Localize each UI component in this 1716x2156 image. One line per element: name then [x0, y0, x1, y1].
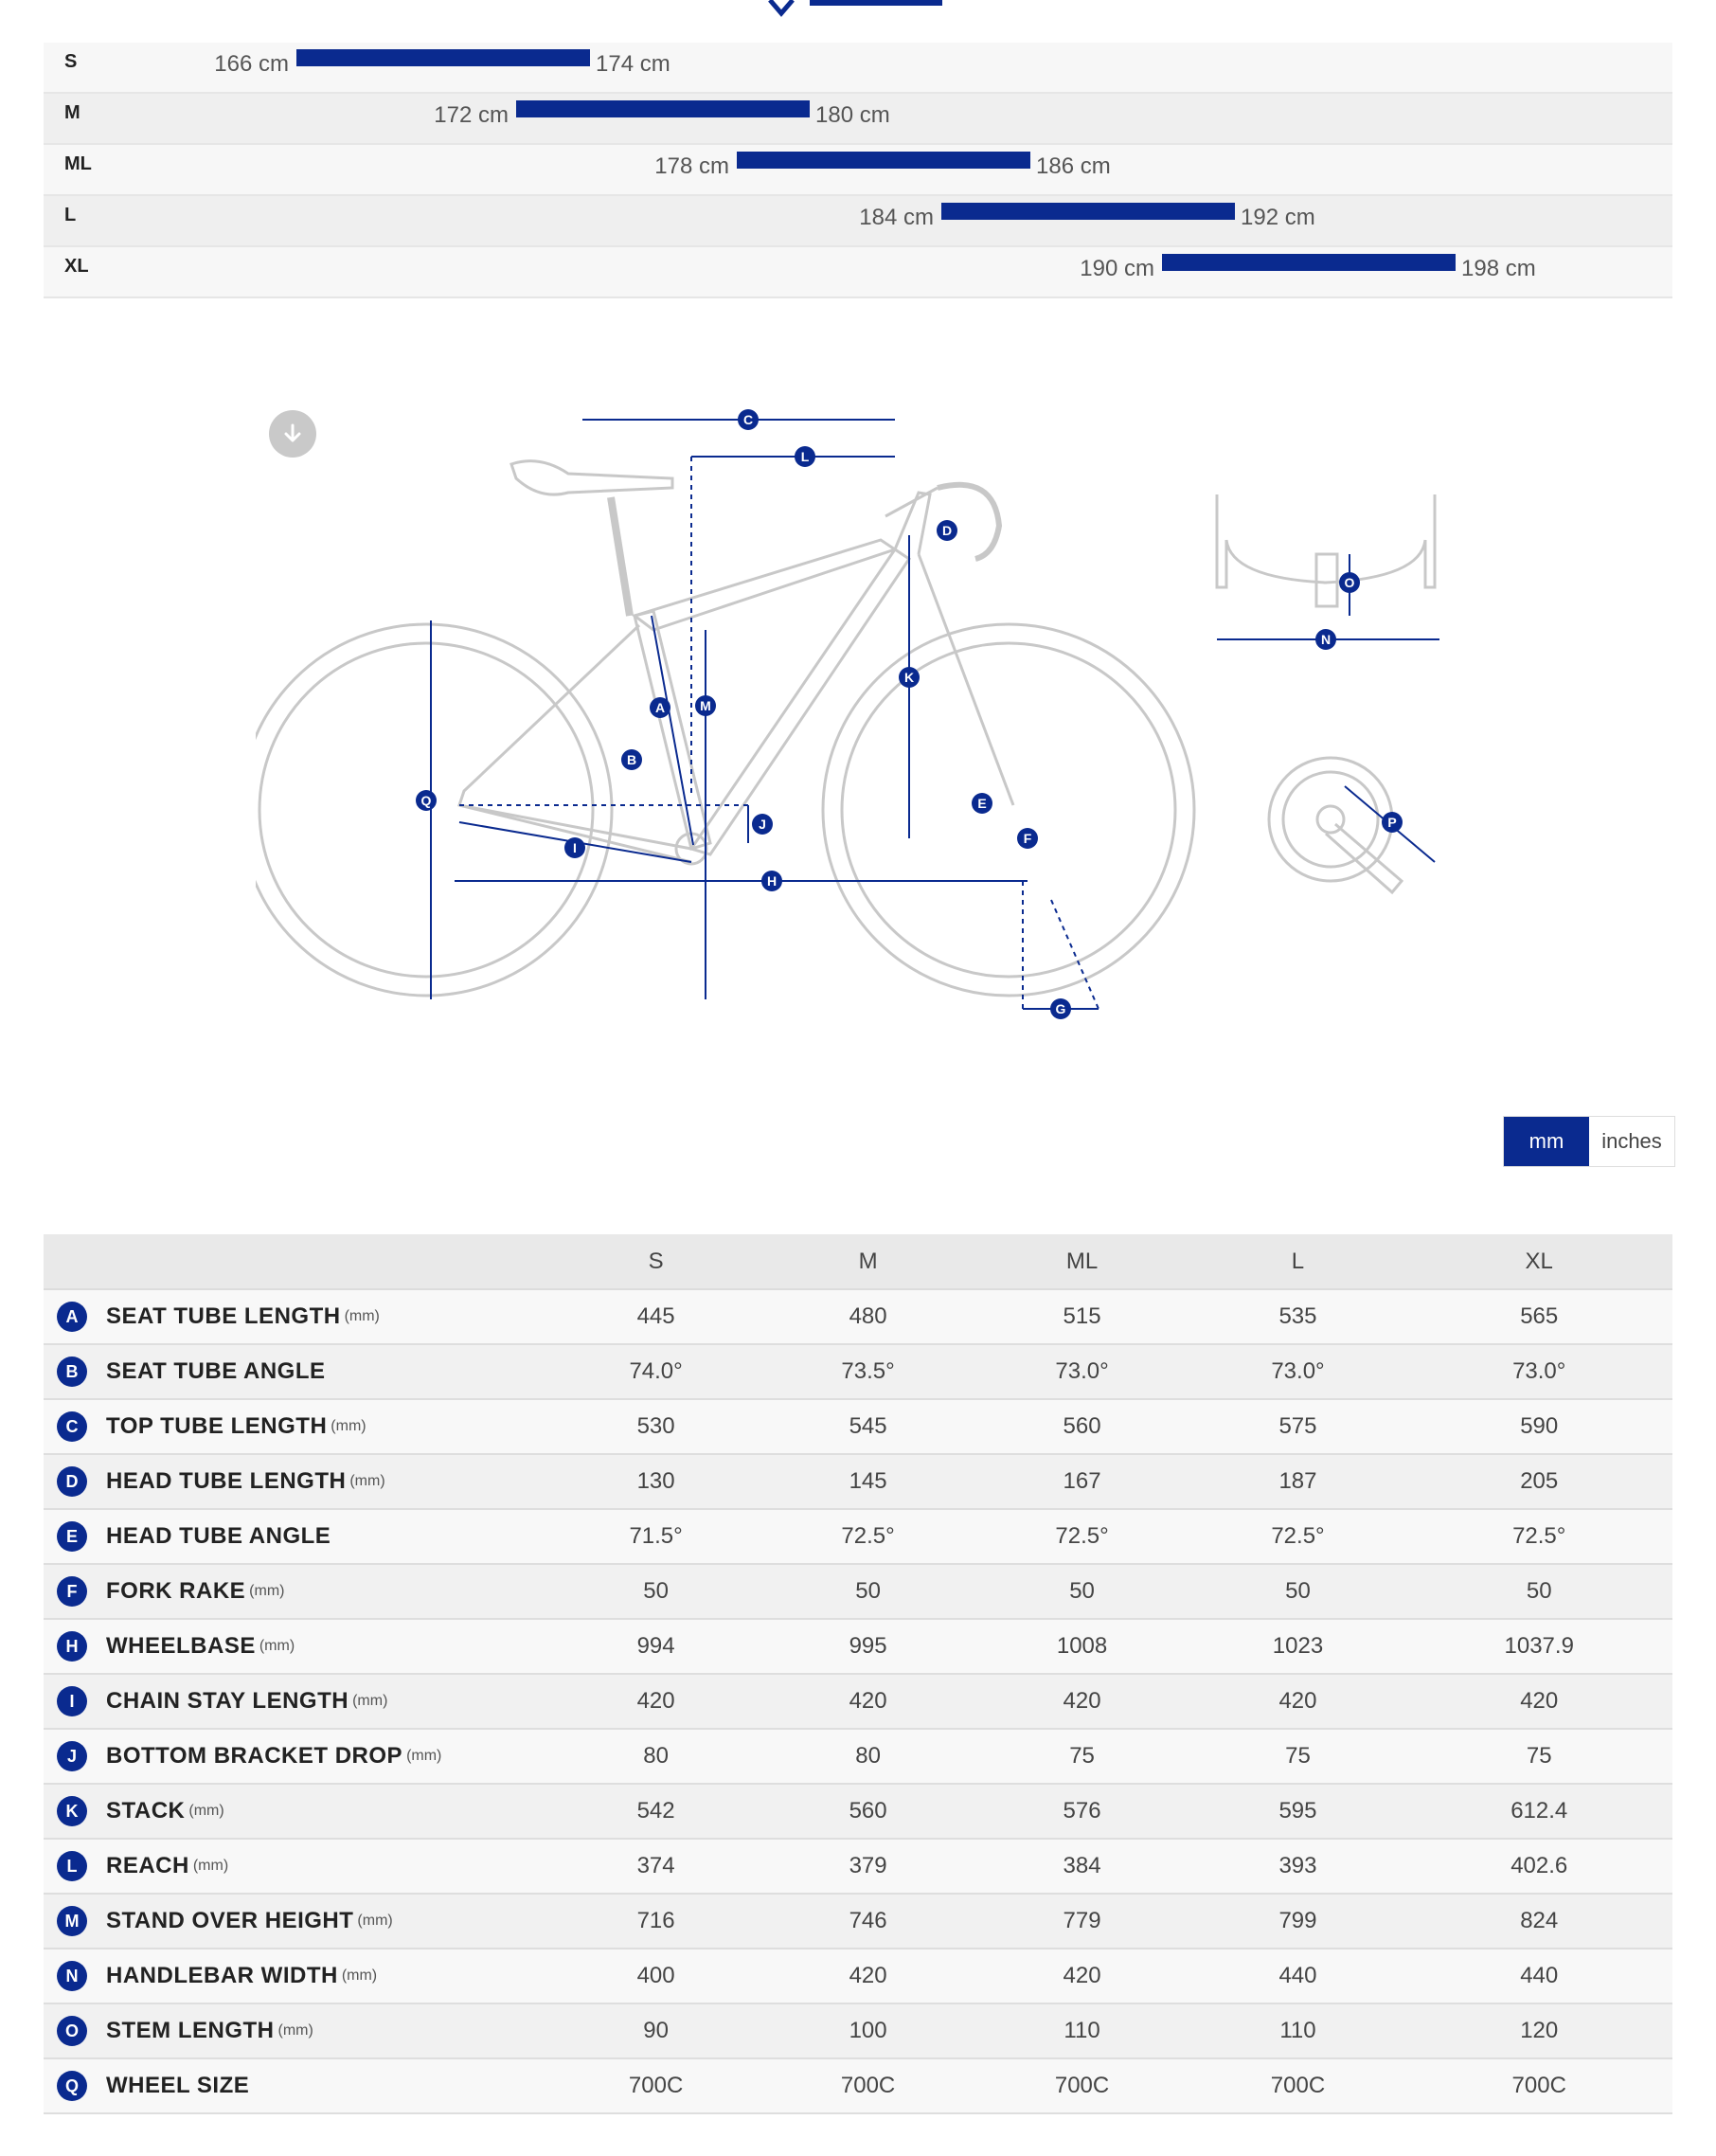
table-cell: 50	[1405, 1564, 1672, 1619]
rear-wheel	[256, 624, 612, 996]
measurement-badge: J	[57, 1741, 87, 1771]
size-label: M	[64, 102, 80, 123]
table-cell: 595	[1190, 1784, 1406, 1839]
measurement-name: CHAIN STAY LENGTH	[106, 1688, 349, 1714]
table-cell: 799	[1190, 1894, 1406, 1949]
height-max: 174 cm	[596, 51, 670, 77]
table-cell: 110	[974, 2003, 1190, 2058]
table-cell: 50	[974, 1564, 1190, 1619]
table-cell: 700C	[762, 2058, 974, 2113]
table-cell: 100	[762, 2003, 974, 2058]
table-cell: 50	[550, 1564, 762, 1619]
diagram-badge-f	[1017, 828, 1038, 849]
geometry-table	[44, 1234, 1672, 2114]
svg-text:C: C	[742, 412, 754, 427]
height-max: 180 cm	[815, 102, 890, 128]
size-label: XL	[64, 256, 89, 277]
svg-text:F: F	[1023, 831, 1032, 846]
column-header: L	[1190, 1234, 1406, 1289]
diagram-badge-p	[1382, 812, 1403, 833]
table-cell: 74.0°	[550, 1344, 762, 1399]
measurement-label	[44, 1729, 550, 1784]
table-cell: 576	[974, 1784, 1190, 1839]
measurement-name: STEM LENGTH	[106, 2018, 275, 2043]
height-min: 184 cm	[859, 205, 934, 230]
table-cell: 420	[1190, 1674, 1406, 1729]
table-cell: 700C	[974, 2058, 1190, 2113]
height-min: 190 cm	[1080, 256, 1154, 281]
measurement-unit: (mm)	[249, 1583, 285, 1599]
brand-logo	[753, 0, 980, 17]
table-cell: 420	[762, 1949, 974, 2003]
table-cell: 72.5°	[1190, 1509, 1406, 1564]
dim-a	[652, 616, 693, 845]
table-row	[44, 1399, 1672, 1454]
front-wheel	[823, 624, 1194, 996]
measurement-label	[44, 1564, 550, 1619]
measurement-badge: D	[57, 1466, 87, 1497]
measurement-name: TOP TUBE LENGTH	[106, 1413, 328, 1439]
table-cell: 75	[1405, 1729, 1672, 1784]
top-tube	[635, 540, 895, 630]
diagram-badge-e	[972, 793, 992, 814]
measurement-badge: C	[57, 1411, 87, 1442]
measurement-unit: (mm)	[406, 1748, 442, 1764]
measurement-label	[44, 1839, 550, 1894]
size-row-xl	[44, 247, 1672, 298]
table-cell: 700C	[550, 2058, 762, 2113]
svg-text:O: O	[1344, 575, 1355, 590]
table-cell: 75	[1190, 1729, 1406, 1784]
measurement-unit: (mm)	[192, 1858, 229, 1874]
table-cell: 400	[550, 1949, 762, 2003]
table-cell: 90	[550, 2003, 762, 2058]
table-cell: 420	[762, 1674, 974, 1729]
table-cell: 560	[762, 1784, 974, 1839]
table-cell: 50	[1190, 1564, 1406, 1619]
table-cell: 1037.9	[1405, 1619, 1672, 1674]
table-cell: 420	[1405, 1674, 1672, 1729]
diagram-badge-q	[416, 790, 437, 811]
measurement-name: HEAD TUBE ANGLE	[106, 1523, 331, 1549]
table-row	[44, 1509, 1672, 1564]
measurement-badge: O	[57, 2016, 87, 2046]
geometry-diagram	[256, 388, 1487, 1051]
table-cell: 480	[762, 1289, 974, 1344]
measurement-name: SEAT TUBE LENGTH	[106, 1303, 341, 1329]
diagram-badge-g	[1050, 998, 1071, 1019]
svg-text:P: P	[1387, 815, 1397, 830]
measurement-label	[44, 2003, 550, 2058]
height-range-bar	[296, 49, 590, 66]
table-cell: 374	[550, 1839, 762, 1894]
table-cell: 700C	[1405, 2058, 1672, 2113]
measurement-unit: (mm)	[277, 2022, 313, 2039]
table-cell: 565	[1405, 1289, 1672, 1344]
table-cell: 590	[1405, 1399, 1672, 1454]
measurement-label	[44, 2058, 550, 2113]
table-row	[44, 1839, 1672, 1894]
height-max: 198 cm	[1461, 256, 1536, 281]
measurement-label	[44, 1289, 550, 1344]
measurement-unit: (mm)	[349, 1473, 385, 1489]
table-cell: 384	[974, 1839, 1190, 1894]
measurement-label	[44, 1619, 550, 1674]
table-cell: 50	[762, 1564, 974, 1619]
table-cell: 575	[1190, 1399, 1406, 1454]
fork	[919, 554, 1013, 805]
table-row	[44, 1344, 1672, 1399]
measurement-unit: (mm)	[344, 1308, 380, 1324]
size-row-ml	[44, 145, 1672, 196]
measurement-name: HEAD TUBE LENGTH	[106, 1468, 347, 1494]
table-cell: 110	[1190, 2003, 1406, 2058]
svg-text:A: A	[654, 700, 666, 715]
measurement-unit: (mm)	[341, 1967, 378, 1984]
measurement-label	[44, 1509, 550, 1564]
table-cell: 445	[550, 1289, 762, 1344]
measurement-badge: N	[57, 1961, 87, 1991]
diagram-badge-i	[564, 837, 585, 858]
table-cell: 420	[974, 1949, 1190, 2003]
table-cell: 75	[974, 1729, 1190, 1784]
unit-inches-button[interactable]: inches	[1589, 1117, 1674, 1166]
crankset-detail	[1269, 758, 1402, 892]
column-header: ML	[974, 1234, 1190, 1289]
measurement-name: FORK RAKE	[106, 1578, 246, 1604]
measurement-unit: (mm)	[188, 1803, 224, 1819]
height-max: 192 cm	[1241, 205, 1315, 230]
height-min: 166 cm	[214, 51, 289, 77]
table-cell: 393	[1190, 1839, 1406, 1894]
table-cell: 994	[550, 1619, 762, 1674]
measurement-badge: H	[57, 1631, 87, 1662]
measurement-label	[44, 1894, 550, 1949]
measurement-label	[44, 1674, 550, 1729]
diagram-badge-d	[937, 520, 957, 541]
svg-text:B: B	[626, 752, 637, 767]
table-row	[44, 1949, 1672, 2003]
measurement-unit: (mm)	[352, 1693, 388, 1709]
table-row	[44, 1619, 1672, 1674]
measurement-badge: B	[57, 1356, 87, 1387]
measurement-label	[44, 1399, 550, 1454]
height-range-bar	[941, 203, 1235, 220]
table-cell: 379	[762, 1839, 974, 1894]
table-cell: 130	[550, 1454, 762, 1509]
svg-text:Q: Q	[420, 793, 432, 808]
table-cell: 612.4	[1405, 1784, 1672, 1839]
measurement-name: WHEELBASE	[106, 1633, 256, 1659]
table-cell: 515	[974, 1289, 1190, 1344]
table-row	[44, 2058, 1672, 2113]
table-row	[44, 1454, 1672, 1509]
measurement-name: BOTTOM BRACKET DROP	[106, 1743, 403, 1769]
table-cell: 187	[1190, 1454, 1406, 1509]
down-tube	[691, 549, 909, 854]
table-cell: 420	[974, 1674, 1190, 1729]
table-row	[44, 1564, 1672, 1619]
svg-text:G: G	[1055, 1001, 1066, 1016]
measurement-name: STACK	[106, 1798, 186, 1824]
table-row	[44, 1289, 1672, 1344]
table-cell: 167	[974, 1454, 1190, 1509]
table-cell: 73.0°	[1405, 1344, 1672, 1399]
diagram-badge-n	[1315, 629, 1336, 650]
size-label: L	[64, 205, 77, 225]
table-cell: 80	[550, 1729, 762, 1784]
table-row	[44, 1674, 1672, 1729]
table-cell: 560	[974, 1399, 1190, 1454]
handlebar-detail	[1217, 494, 1435, 606]
diagram-badge-k	[899, 667, 920, 688]
height-range-bar	[737, 152, 1030, 169]
diagram-badge-h	[761, 871, 782, 891]
measurement-name: HANDLEBAR WIDTH	[106, 1963, 338, 1988]
table-cell: 420	[550, 1674, 762, 1729]
measurement-unit: (mm)	[259, 1638, 295, 1654]
table-cell: 145	[762, 1454, 974, 1509]
table-header-row	[44, 1234, 1672, 1289]
table-cell: 73.0°	[974, 1344, 1190, 1399]
table-cell: 535	[1190, 1289, 1406, 1344]
table-cell: 72.5°	[762, 1509, 974, 1564]
measurement-badge: I	[57, 1686, 87, 1716]
measurement-label	[44, 1344, 550, 1399]
table-cell: 71.5°	[550, 1509, 762, 1564]
table-cell: 80	[762, 1729, 974, 1784]
table-cell: 440	[1190, 1949, 1406, 2003]
table-cell: 440	[1405, 1949, 1672, 2003]
table-cell: 530	[550, 1399, 762, 1454]
measurement-badge: M	[57, 1906, 87, 1936]
svg-text:N: N	[1320, 632, 1332, 647]
column-header: S	[550, 1234, 762, 1289]
diagram-badge-j	[752, 814, 773, 835]
geometry-table-body	[44, 1289, 1672, 2113]
size-row-m	[44, 94, 1672, 145]
size-row-l	[44, 196, 1672, 247]
svg-text:D: D	[941, 523, 953, 538]
table-cell: 542	[550, 1784, 762, 1839]
measurement-label	[44, 1454, 550, 1509]
svg-text:K: K	[903, 670, 915, 685]
measurement-badge: K	[57, 1796, 87, 1826]
svg-text:H: H	[766, 873, 778, 889]
diagram-badge-a	[650, 697, 670, 718]
table-cell: 995	[762, 1619, 974, 1674]
measurement-unit: (mm)	[331, 1418, 366, 1434]
table-cell: 824	[1405, 1894, 1672, 1949]
diagram-badge-m	[695, 695, 716, 716]
size-label: S	[64, 51, 78, 72]
table-cell: 779	[974, 1894, 1190, 1949]
svg-text:L: L	[800, 449, 810, 464]
table-row	[44, 1784, 1672, 1839]
table-cell: 1008	[974, 1619, 1190, 1674]
table-cell: 545	[762, 1399, 974, 1454]
measurement-label	[44, 1784, 550, 1839]
measurement-name: REACH	[106, 1853, 189, 1878]
measurement-label	[44, 1949, 550, 2003]
height-range-bar	[1162, 254, 1456, 271]
table-row	[44, 2003, 1672, 2058]
table-cell: 746	[762, 1894, 974, 1949]
size-label: ML	[64, 153, 92, 174]
size-row-s	[44, 43, 1672, 94]
svg-text:J: J	[759, 817, 766, 832]
svg-text:E: E	[977, 796, 987, 811]
table-row	[44, 1729, 1672, 1784]
measurement-badge: A	[57, 1302, 87, 1332]
saddle	[511, 461, 672, 494]
table-row	[44, 1894, 1672, 1949]
svg-text:M: M	[700, 698, 711, 713]
measurement-badge: L	[57, 1851, 87, 1881]
unit-mm-button[interactable]: mm	[1504, 1117, 1589, 1166]
unit-toggle	[1503, 1116, 1675, 1167]
table-cell: 73.5°	[762, 1344, 974, 1399]
measurement-badge: Q	[57, 2071, 87, 2101]
table-cell: 120	[1405, 2003, 1672, 2058]
diagram-badge-o	[1339, 572, 1360, 593]
table-cell: 205	[1405, 1454, 1672, 1509]
measurement-name: SEAT TUBE ANGLE	[106, 1358, 326, 1384]
measurement-unit: (mm)	[357, 1913, 393, 1929]
height-min: 172 cm	[434, 102, 509, 128]
measurement-name: STAND OVER HEIGHT	[106, 1908, 354, 1933]
diagram-badge-b	[621, 749, 642, 770]
table-cell: 73.0°	[1190, 1344, 1406, 1399]
table-cell: 700C	[1190, 2058, 1406, 2113]
height-range-bar	[516, 100, 810, 117]
measurement-badge: F	[57, 1576, 87, 1607]
header-empty	[44, 1234, 550, 1289]
svg-text:I: I	[573, 840, 577, 855]
table-cell: 1023	[1190, 1619, 1406, 1674]
column-header: M	[762, 1234, 974, 1289]
measurement-name: WHEEL SIZE	[106, 2073, 250, 2098]
diagram-badge-l	[795, 446, 815, 467]
column-header: XL	[1405, 1234, 1672, 1289]
diagram-badge-c	[738, 409, 759, 430]
table-cell: 716	[550, 1894, 762, 1949]
table-cell: 72.5°	[974, 1509, 1190, 1564]
table-cell: 402.6	[1405, 1839, 1672, 1894]
table-cell: 72.5°	[1405, 1509, 1672, 1564]
height-max: 186 cm	[1036, 153, 1111, 179]
size-chart	[44, 43, 1672, 298]
measurement-badge: E	[57, 1521, 87, 1552]
height-min: 178 cm	[654, 153, 729, 179]
